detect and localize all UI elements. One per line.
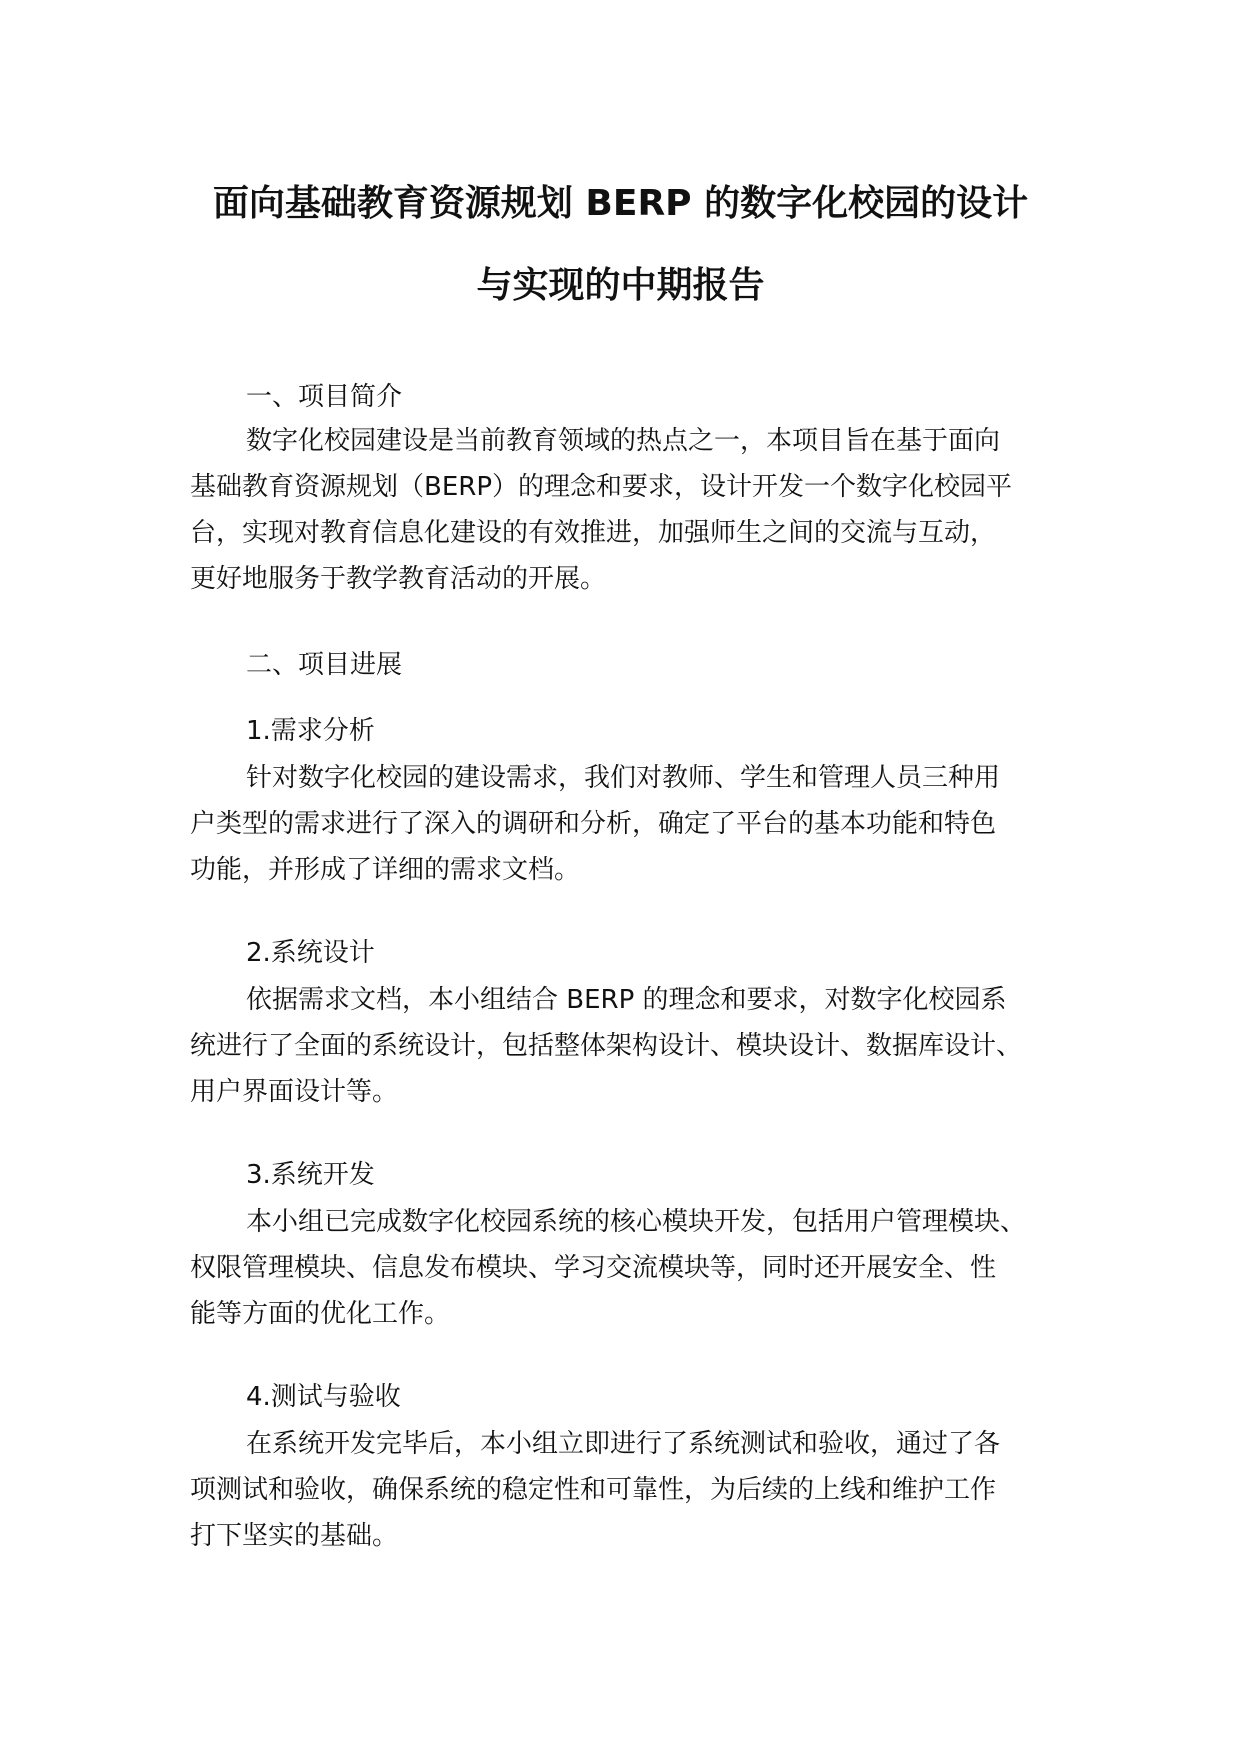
paragraph-line: 本小组已完成数字化校园系统的核心模块开发，包括用户管理模块、	[246, 1207, 1027, 1237]
subsection-heading-design: 2.系统设计	[246, 938, 375, 968]
subsection-heading-requirements: 1.需求分析	[246, 716, 375, 746]
document-title-line-2: 与实现的中期报告	[476, 265, 765, 306]
paragraph-line: 权限管理模块、信息发布模块、学习交流模块等，同时还开展安全、性	[190, 1253, 997, 1283]
subsection-heading-development: 3.系统开发	[246, 1160, 375, 1190]
paragraph-development	[190, 1199, 1090, 1337]
section-heading-intro: 一、项目简介	[246, 382, 403, 412]
paragraph-line: 统进行了全面的系统设计，包括整体架构设计、模块设计、数据库设计、	[190, 1031, 1023, 1061]
paragraph-line: 打下坚实的基础。	[190, 1521, 399, 1551]
paragraph-requirements	[190, 755, 1090, 893]
paragraph-line: 台，实现对教育信息化建设的有效推进，加强师生之间的交流与互动，	[190, 518, 997, 548]
paragraph-line: 依据需求文档，本小组结合 BERP 的理念和要求，对数字化校园系	[246, 985, 1007, 1015]
paragraph-intro	[190, 418, 1090, 602]
paragraph-line: 项测试和验收，确保系统的稳定性和可靠性，为后续的上线和维护工作	[190, 1475, 997, 1505]
paragraph-line: 用户界面设计等。	[190, 1077, 399, 1107]
paragraph-line: 能等方面的优化工作。	[190, 1299, 451, 1329]
paragraph-line: 数字化校园建设是当前教育领域的热点之一，本项目旨在基于面向	[246, 426, 1001, 456]
paragraph-line: 功能，并形成了详细的需求文档。	[190, 855, 581, 885]
paragraph-design	[190, 977, 1090, 1115]
paragraph-line: 户类型的需求进行了深入的调研和分析，确定了平台的基本功能和特色	[190, 809, 997, 839]
subsection-heading-testing: 4.测试与验收	[246, 1382, 401, 1412]
paragraph-testing	[190, 1421, 1090, 1559]
paragraph-line: 更好地服务于教学教育活动的开展。	[190, 564, 607, 594]
paragraph-line: 基础教育资源规划（BERP）的理念和要求，设计开发一个数字化校园平	[190, 472, 1013, 502]
section-heading-progress: 二、项目进展	[246, 650, 403, 680]
paragraph-line: 在系统开发完毕后，本小组立即进行了系统测试和验收，通过了各	[246, 1429, 1001, 1459]
document-title-line-1: 面向基础教育资源规划 BERP 的数字化校园的设计	[212, 183, 1029, 224]
paragraph-line: 针对数字化校园的建设需求，我们对教师、学生和管理人员三种用	[246, 763, 1001, 793]
